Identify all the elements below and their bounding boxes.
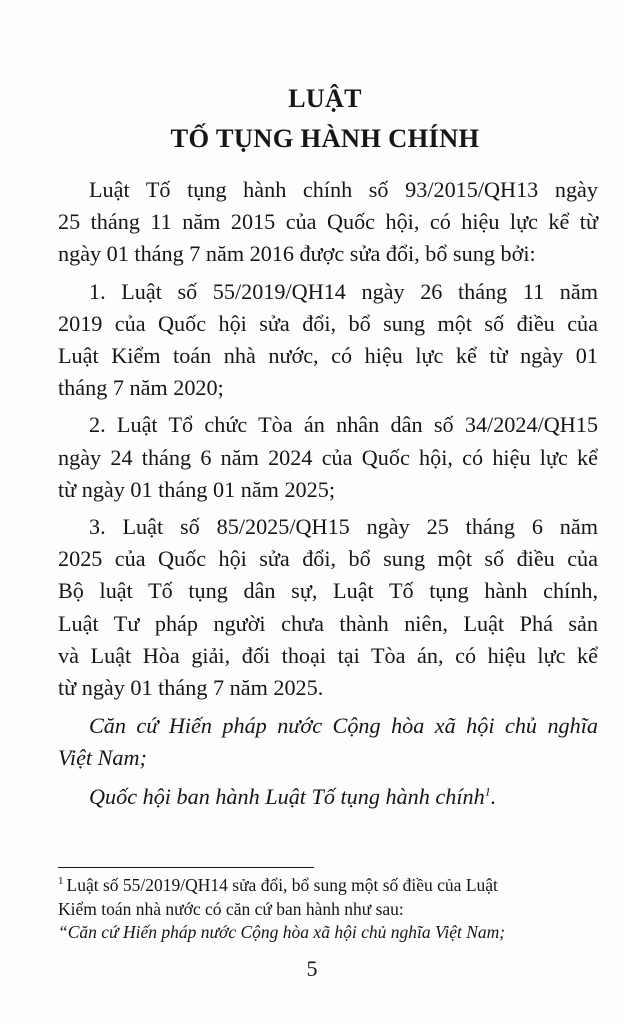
footnote-separator	[58, 867, 314, 868]
amendment-item-1	[58, 276, 598, 405]
text-line: Căn cứ Hiến pháp nước Cộng hòa xã hội chủ nghĩa	[89, 713, 598, 739]
law-title: LUẬT	[288, 84, 362, 113]
footnote	[58, 874, 598, 945]
text-line: tháng 7 năm 2020;	[58, 375, 224, 401]
footnote-line: Kiểm toán nhà nước có căn cứ ban hành như sau:	[58, 898, 404, 919]
intro-paragraph	[58, 174, 598, 271]
text-line: 2025 của Quốc hội sửa đổi, bổ sung một số điều của	[58, 546, 598, 572]
text-line	[58, 781, 598, 813]
enactment-text: Quốc hội ban hành Luật Tố tụng hành chính	[89, 783, 485, 809]
text-line: Luật Kiểm toán nhà nước, có hiệu lực kể từ ngày 01	[58, 343, 598, 369]
text-line: ngày 01 tháng 7 năm 2016 được sửa đổi, bổ sung bởi:	[58, 241, 536, 267]
law-subtitle: TỐ TỤNG HÀNH CHÍNH	[170, 123, 480, 153]
amendment-item-3	[58, 511, 598, 704]
preamble-basis	[58, 710, 598, 774]
footnote-text: Luật số 55/2019/QH14 sửa đổi, bổ sung một số điều của Luật	[66, 875, 498, 895]
enactment-end: .	[490, 783, 497, 809]
document-body	[58, 174, 598, 818]
text-line: từ ngày 01 tháng 01 năm 2025;	[58, 476, 336, 502]
preamble-enactment	[58, 781, 598, 813]
text-line: Việt Nam;	[58, 745, 147, 771]
text-line: 3. Luật số 85/2025/QH15 ngày 25 tháng 6 năm	[89, 514, 598, 540]
text-line: và Luật Hòa giải, đối thoại tại Tòa án, có hiệu lực kể	[58, 642, 598, 668]
footnote-line	[58, 874, 598, 898]
footnote-line: “Căn cứ Hiến pháp nước Cộng hòa xã hội chủ nghĩa Việt Nam;	[58, 922, 506, 942]
footnote-reference[interactable]: 1	[484, 784, 491, 799]
text-line: 2. Luật Tổ chức Tòa án nhân dân số 34/2024/QH15	[89, 412, 598, 438]
text-line: Bộ luật Tố tụng dân sự, Luật Tố tụng hành chính,	[58, 578, 598, 604]
amendment-item-2	[58, 409, 598, 506]
footnote-marker: 1	[58, 875, 64, 888]
text-line: Luật Tố tụng hành chính số 93/2015/QH13 ngày	[89, 177, 598, 202]
text-line: 25 tháng 11 năm 2015 của Quốc hội, có hiệu lực kể từ	[58, 209, 598, 235]
text-line: 2019 của Quốc hội sửa đổi, bổ sung một số điều của	[58, 310, 598, 336]
page-number: 5	[306, 956, 318, 981]
text-line: từ ngày 01 tháng 7 năm 2025.	[58, 675, 324, 701]
text-line: Luật Tư pháp người chưa thành niên, Luật Phá sản	[58, 610, 598, 636]
text-line: 1. Luật số 55/2019/QH14 ngày 26 tháng 11 năm	[89, 278, 598, 304]
text-line: ngày 24 tháng 6 năm 2024 của Quốc hội, có hiệu lực kể	[58, 444, 598, 470]
